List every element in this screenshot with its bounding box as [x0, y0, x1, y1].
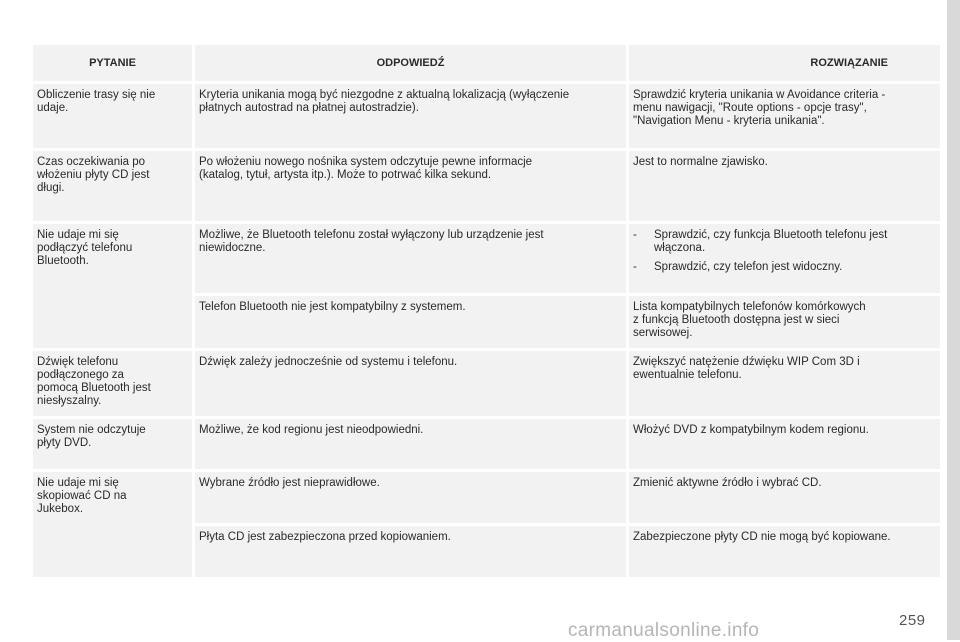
- question-cell: Nie udaje mi się podłączyć telefonu Bluetooth.: [33, 224, 195, 351]
- solution-bullet-list: [633, 224, 936, 274]
- solution-cell: Jest to normalne zjawisko.: [629, 151, 940, 224]
- list-item: - Sprawdzić, czy telefon jest widoczny.: [633, 261, 843, 273]
- solution-cell: Zabezpieczone płyty CD nie mogą być kopiowane.: [629, 526, 940, 580]
- solution-cell: [629, 224, 940, 296]
- solution-cell: Lista kompatybilnych telefonów komórkowych z funkcją Bluetooth dostępna jest w sieci serwisowej.: [629, 296, 940, 351]
- solution-cell: Zwiększyć natężenie dźwięku WIP Com 3D i ewentualnie telefonu.: [629, 351, 940, 419]
- page-number: 259: [899, 612, 926, 629]
- question-cell: Czas oczekiwania po włożeniu płyty CD jest długi.: [33, 151, 195, 224]
- answer-cell: Kryteria unikania mogą być niezgodne z aktualną lokalizacją (wyłączenie płatnych autostrad na płatnej autostradzie).: [195, 84, 629, 151]
- page-edge-bar: [947, 0, 960, 640]
- table-header-row: [33, 45, 940, 84]
- watermark: carmanualsonline.info: [568, 620, 760, 641]
- question-cell: Dźwięk telefonu podłączonego za pomocą Bluetooth jest niesłyszalny.: [33, 351, 195, 419]
- table-row: [33, 224, 940, 296]
- answer-cell: Możliwe, że Bluetooth telefonu został wyłączony lub urządzenie jest niewidoczne.: [195, 224, 629, 296]
- solution-cell: Zmienić aktywne źródło i wybrać CD.: [629, 472, 940, 526]
- question-cell: Obliczenie trasy się nie udaje.: [33, 84, 195, 151]
- table-row: [33, 351, 940, 419]
- header-solution: ROZWIĄZANIE: [629, 45, 940, 84]
- solution-cell: Sprawdzić kryteria unikania w Avoidance criteria - menu nawigacji, "Route options - opcje trasy", "Navigation Menu - kryteria unikania".: [629, 84, 940, 151]
- answer-cell: Po włożeniu nowego nośnika system odczytuje pewne informacje (katalog, tytuł, artysta itp.). Może to potrwać kilka sekund.: [195, 151, 629, 224]
- answer-cell: Możliwe, że kod regionu jest nieodpowiedni.: [195, 419, 629, 472]
- question-cell: Nie udaje mi się skopiować CD na Jukebox.: [33, 472, 195, 580]
- header-answer: ODPOWIEDŹ: [195, 45, 629, 84]
- troubleshooting-table: [33, 45, 940, 580]
- answer-cell: Płyta CD jest zabezpieczona przed kopiowaniem.: [195, 526, 629, 580]
- table-row: [33, 419, 940, 472]
- list-item: - Sprawdzić, czy funkcja Bluetooth telefonu jest włączona.: [633, 229, 888, 254]
- solution-cell: Włożyć DVD z kompatybilnym kodem regionu.: [629, 419, 940, 472]
- answer-cell: Wybrane źródło jest nieprawidłowe.: [195, 472, 629, 526]
- table-row: [33, 84, 940, 151]
- answer-cell: Dźwięk zależy jednocześnie od systemu i telefonu.: [195, 351, 629, 419]
- answer-cell: Telefon Bluetooth nie jest kompatybilny z systemem.: [195, 296, 629, 351]
- question-cell: System nie odczytuje płyty DVD.: [33, 419, 195, 472]
- table-row: [33, 472, 940, 526]
- table-row: [33, 151, 940, 224]
- header-question: PYTANIE: [33, 45, 195, 84]
